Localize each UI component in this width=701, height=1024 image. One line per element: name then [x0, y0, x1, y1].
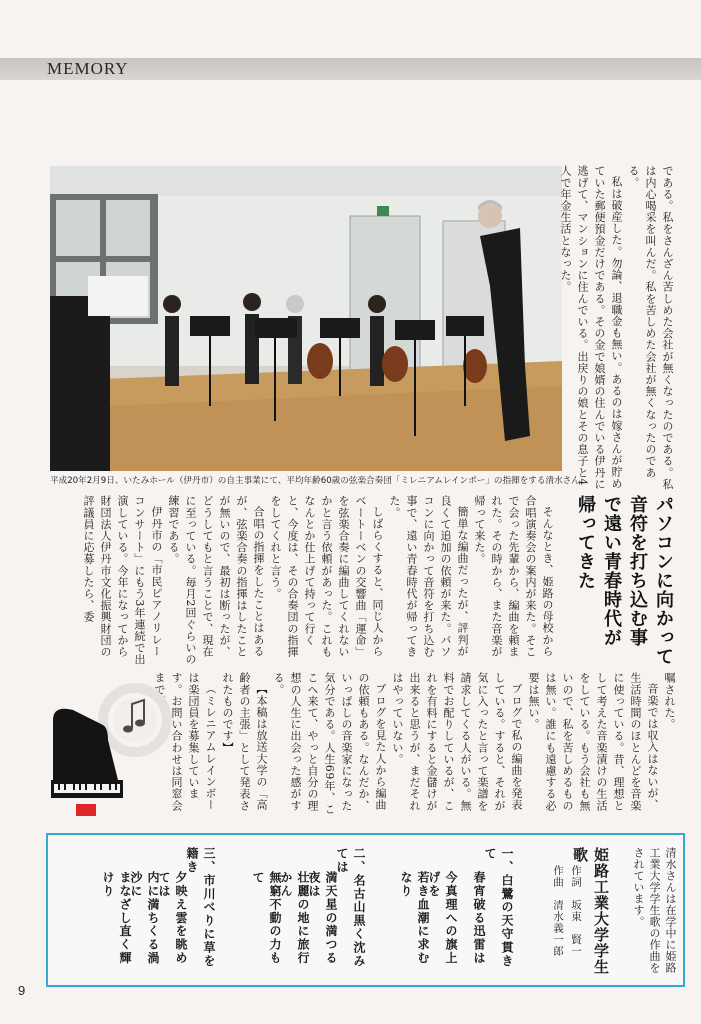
song-verse-line: 一、白鷺の天守貫きて — [483, 847, 514, 968]
article-column-top — [559, 165, 676, 495]
article-paragraph: （ミレニアムレインボーは楽団員を募集しています。お問い合わせは同窓会まで） — [153, 672, 217, 812]
song-verse-line: 今真理への旗上げを — [427, 871, 458, 965]
photo-caption: 平成20年2月9日、いたみホール（伊丹市）の自主事業にて、平均年齢60歳の弦楽合奏団「ミレニアムレインボー」の指揮をする清水さん。 — [50, 476, 589, 486]
article-column-left — [50, 495, 556, 667]
article-paragraph: 合唱の指揮をしたことはあるが、弦楽合奏の指揮はしたことが無いので、最初は断ったが、どうしてもと言うことで、現在に至っている。毎月2回ぐらいの練習である。 — [167, 495, 265, 665]
piano-decoration — [48, 680, 183, 820]
article-paragraph: しばらくすると、同じ人からベートーベンの交響曲「運命」を弦楽合奏に編曲してくれないかと言う依頼があった。これもなんとか仕上げて持って行くと、今度は、その合奏団の指揮をしてくれと言う。 — [269, 495, 384, 658]
ensemble-photo-illustration — [50, 166, 562, 471]
article-paragraph: である。私をさんざん苦しめた会社が無くなったのである。私は内心喝采を叫んだ。私を苦しめた会社が無くなったのである。 — [627, 165, 674, 490]
article-paragraph: ブログを見た人から編曲の依頼もある。なんだか、いっぱしの音楽家になった気分である。人生69年、ここへ来て、やっと自分の理想の人生に出会った感がする。 — [272, 672, 387, 815]
article-paragraph: ブログで私の編曲を発表している。すると、それが気に入ったと言って楽譜を請求してくる人がいる。無料でお配りしているが、これを有料にすると金儲けが出来ると思うが、まだそれはやっていない。 — [391, 672, 523, 812]
music-note-icon — [103, 688, 167, 752]
song-verse-line: 春宵破る迅雷は — [472, 871, 486, 965]
song-lyricist: 作詞 坂東 賢一 — [570, 865, 582, 957]
section-label: MEMORY — [47, 59, 129, 78]
headline-line: パソコンに向かって — [653, 495, 674, 666]
song-composer: 作曲 清水義一郎 — [552, 865, 564, 957]
school-song-box — [46, 833, 685, 987]
article-paragraph: 簡単な編曲だったが、評判が良くて追加の依頼が来た。パソコンに向かって音符を打ち込む事で、遠い青春時代が帰ってきた。 — [388, 495, 469, 658]
article-paragraph: 私は破産した。勿論、退職金も無い。あるのは嫁さんが貯めていた郵便預金だけである。その金で娘婿の住んでいる伊丹に逃げて、マンションに住んでいる。出戻りの娘とその息子と4人で年金生活となった。 — [559, 165, 623, 490]
song-verse-line: まなざし直く輝けり — [101, 871, 132, 965]
article-column-bottom-right — [153, 672, 678, 820]
song-intro: 清水さんは在学中に姫路工業大学学生歌の作曲をされています。 — [632, 847, 677, 974]
song-verse-line: 三、市川べりに草を籍き — [185, 847, 216, 968]
article-paragraph: 【本稿は放送大学の「高齢者の主張」として発表されたものです】 — [221, 672, 268, 812]
song-verse-line: 無窮不動の力もて — [251, 871, 282, 965]
headline-line: で遠い青春時代が — [601, 495, 622, 647]
song-verse-line: 壮麗の地に旅行かん — [279, 871, 310, 965]
song-title: 姫路工業大学学生歌 — [571, 847, 610, 975]
headline-line: 音符を打ち込む事 — [627, 495, 648, 647]
piano-icon — [51, 709, 123, 816]
song-verse-line: 夕映え雲を眺めては — [157, 871, 188, 965]
headline-line: 帰ってきた — [575, 495, 596, 590]
song-verse-line: 二、名古山黒く沈みては — [335, 847, 366, 968]
page-number: 9 — [18, 983, 26, 998]
article-paragraph: 嘱された。 — [663, 672, 676, 730]
song-verse-line: 内に満ちくる渦沙に — [129, 871, 160, 965]
article-paragraph: 伊丹市の「市民ピアノリレーコンサート」にもう3年連続で出演している。今年になってから財団法人伊丹市文化振興財団の評議員に応募したら、委 — [82, 495, 163, 665]
article-paragraph: そんなとき、姫路の母校から合唱演奏会の案内が来た。そこで会った先輩から、編曲を頼まれた。その時から、また音楽が帰って来た。 — [473, 495, 554, 658]
song-verse-line: 若き血潮に求むなり — [399, 871, 430, 965]
article-paragraph: 音楽では収入はないが、生活時間のほとんどを音楽に使っている。昔、理想として考えた音楽漬けの生活をしている。もう会社も無いので、私を苦しめるものは無い。誰にも遠慮する必要は無い。 — [527, 672, 659, 812]
photo — [50, 166, 562, 471]
song-verse-line: 満天星の満つる夜は — [307, 871, 338, 965]
